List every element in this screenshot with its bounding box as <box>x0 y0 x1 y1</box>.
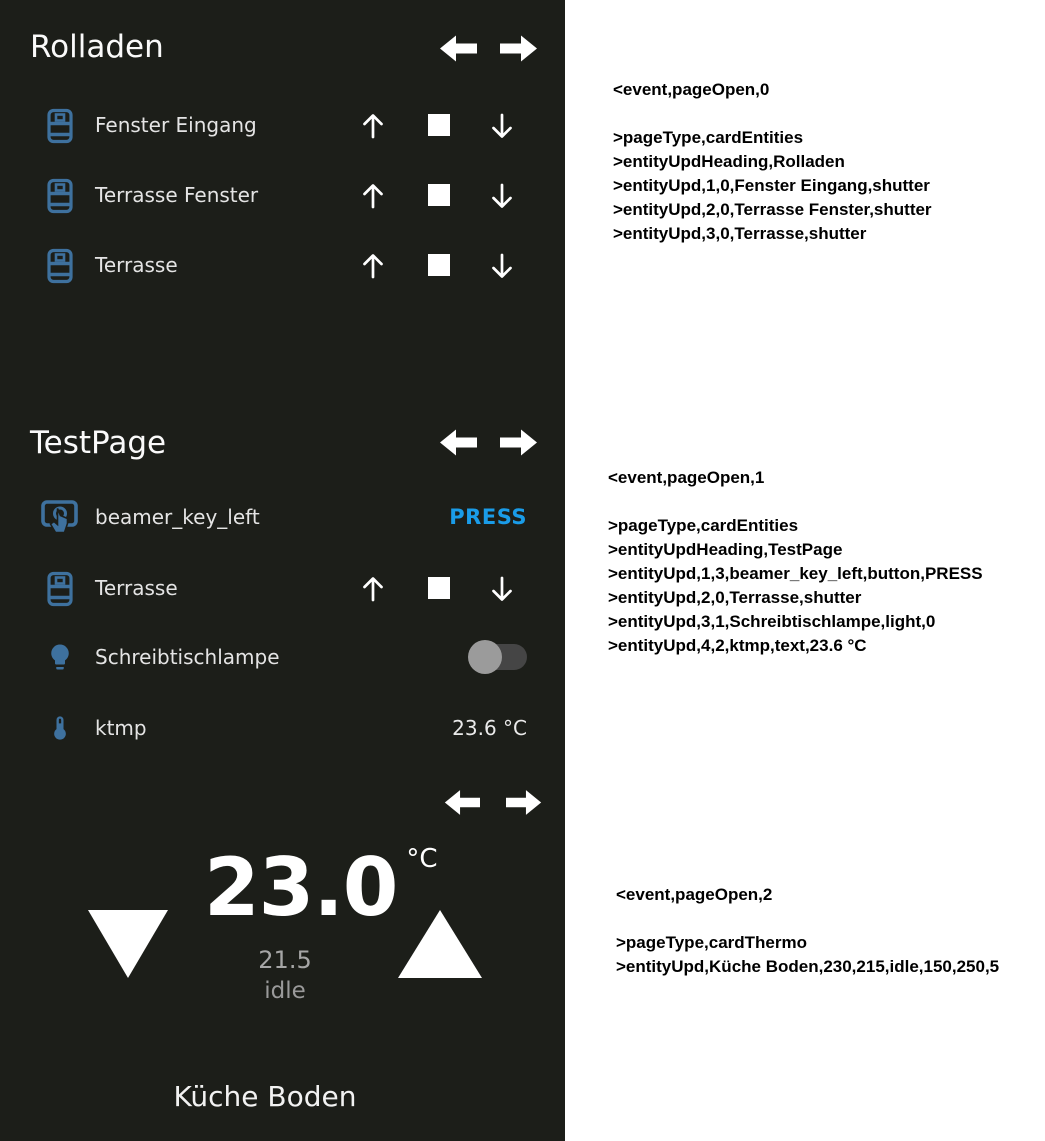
temperature-unit: °C <box>406 844 438 874</box>
window-shutter-icon <box>47 571 73 607</box>
entity-row <box>0 702 565 754</box>
press-button[interactable]: PRESS <box>449 505 527 529</box>
shutter-up-button[interactable] <box>359 574 387 604</box>
page-title: TestPage <box>30 425 167 461</box>
entity-row <box>0 562 565 614</box>
protocol-line: <event,pageOpen,0 <box>613 80 770 99</box>
protocol-line: >entityUpdHeading,TestPage <box>608 540 843 559</box>
entity-label: beamer_key_left <box>95 505 260 529</box>
protocol-line: >pageType,cardEntities <box>608 516 799 535</box>
light-toggle[interactable] <box>468 639 528 675</box>
protocol-line: >entityUpd,1,3,beamer_key_left,button,PRESS <box>608 564 983 583</box>
shutter-down-button[interactable] <box>488 181 516 211</box>
protocol-line: >entityUpd,Küche Boden,230,215,idle,150,250,5 <box>616 957 1000 976</box>
protocol-line <box>608 490 983 514</box>
shutter-up-button[interactable] <box>359 251 387 281</box>
entity-label: ktmp <box>95 716 147 740</box>
entity-label: Fenster Eingang <box>95 113 257 137</box>
shutter-stop-button[interactable] <box>428 114 450 136</box>
protocol-block-2 <box>608 466 983 658</box>
shutter-stop-button[interactable] <box>428 254 450 276</box>
shutter-down-button[interactable] <box>488 574 516 604</box>
entity-row <box>0 631 565 683</box>
nav-right-button[interactable] <box>506 787 544 818</box>
lightbulb-icon <box>45 641 75 673</box>
window-shutter-icon <box>47 248 73 284</box>
sensor-value: 23.6 °C <box>452 716 527 740</box>
nav-left-button[interactable] <box>442 787 480 818</box>
protocol-line <box>613 102 932 126</box>
temp-up-button[interactable] <box>398 910 482 978</box>
shutter-down-button[interactable] <box>488 111 516 141</box>
shutter-up-button[interactable] <box>359 111 387 141</box>
nav-right-button[interactable] <box>500 427 540 458</box>
thermostat-name: Küche Boden <box>173 1080 357 1113</box>
protocol-line: >entityUpd,2,0,Terrasse,shutter <box>608 588 862 607</box>
protocol-line: >entityUpd,3,0,Terrasse,shutter <box>613 224 867 243</box>
entity-label: Schreibtischlampe <box>95 645 280 669</box>
hvac-state: idle <box>264 978 306 1004</box>
card-rolladen <box>0 0 565 392</box>
nav-left-button[interactable] <box>437 33 477 64</box>
shutter-up-button[interactable] <box>359 181 387 211</box>
nav-left-button[interactable] <box>437 427 477 458</box>
shutter-stop-button[interactable] <box>428 577 450 599</box>
entity-label: Terrasse <box>95 253 178 277</box>
entity-row <box>0 99 565 151</box>
shutter-down-button[interactable] <box>488 251 516 281</box>
card-thermo <box>0 764 565 1141</box>
page-title: Rolladen <box>30 29 164 65</box>
target-temperature: 21.5 <box>258 946 312 974</box>
protocol-block-1 <box>613 78 932 246</box>
protocol-line: >pageType,cardThermo <box>616 933 807 952</box>
protocol-line: <event,pageOpen,2 <box>616 885 773 904</box>
shutter-stop-button[interactable] <box>428 184 450 206</box>
entity-row <box>0 169 565 221</box>
protocol-line: >entityUpd,3,1,Schreibtischlampe,light,0 <box>608 612 936 631</box>
toggle-knob <box>468 640 502 674</box>
entity-label: Terrasse Fenster <box>95 183 259 207</box>
protocol-line: >entityUpd,1,0,Fenster Eingang,shutter <box>613 176 930 195</box>
window-shutter-icon <box>47 178 73 214</box>
protocol-line: <event,pageOpen,1 <box>608 468 765 487</box>
temp-down-button[interactable] <box>88 910 168 978</box>
window-shutter-icon <box>47 108 73 144</box>
card-testpage <box>0 392 565 764</box>
protocol-block-3 <box>616 883 999 979</box>
protocol-line: >entityUpdHeading,Rolladen <box>613 152 845 171</box>
protocol-line: >entityUpd,4,2,ktmp,text,23.6 °C <box>608 636 867 655</box>
current-temperature-value: 23.0 <box>204 841 398 934</box>
entity-row <box>0 491 565 543</box>
entity-row <box>0 239 565 291</box>
gesture-tap-button-icon <box>39 499 80 535</box>
protocol-line: >pageType,cardEntities <box>613 128 804 147</box>
protocol-line: >entityUpd,2,0,Terrasse Fenster,shutter <box>613 200 932 219</box>
protocol-line <box>616 907 999 931</box>
entity-label: Terrasse <box>95 576 178 600</box>
nav-right-button[interactable] <box>500 33 540 64</box>
thermometer-icon <box>46 712 74 744</box>
